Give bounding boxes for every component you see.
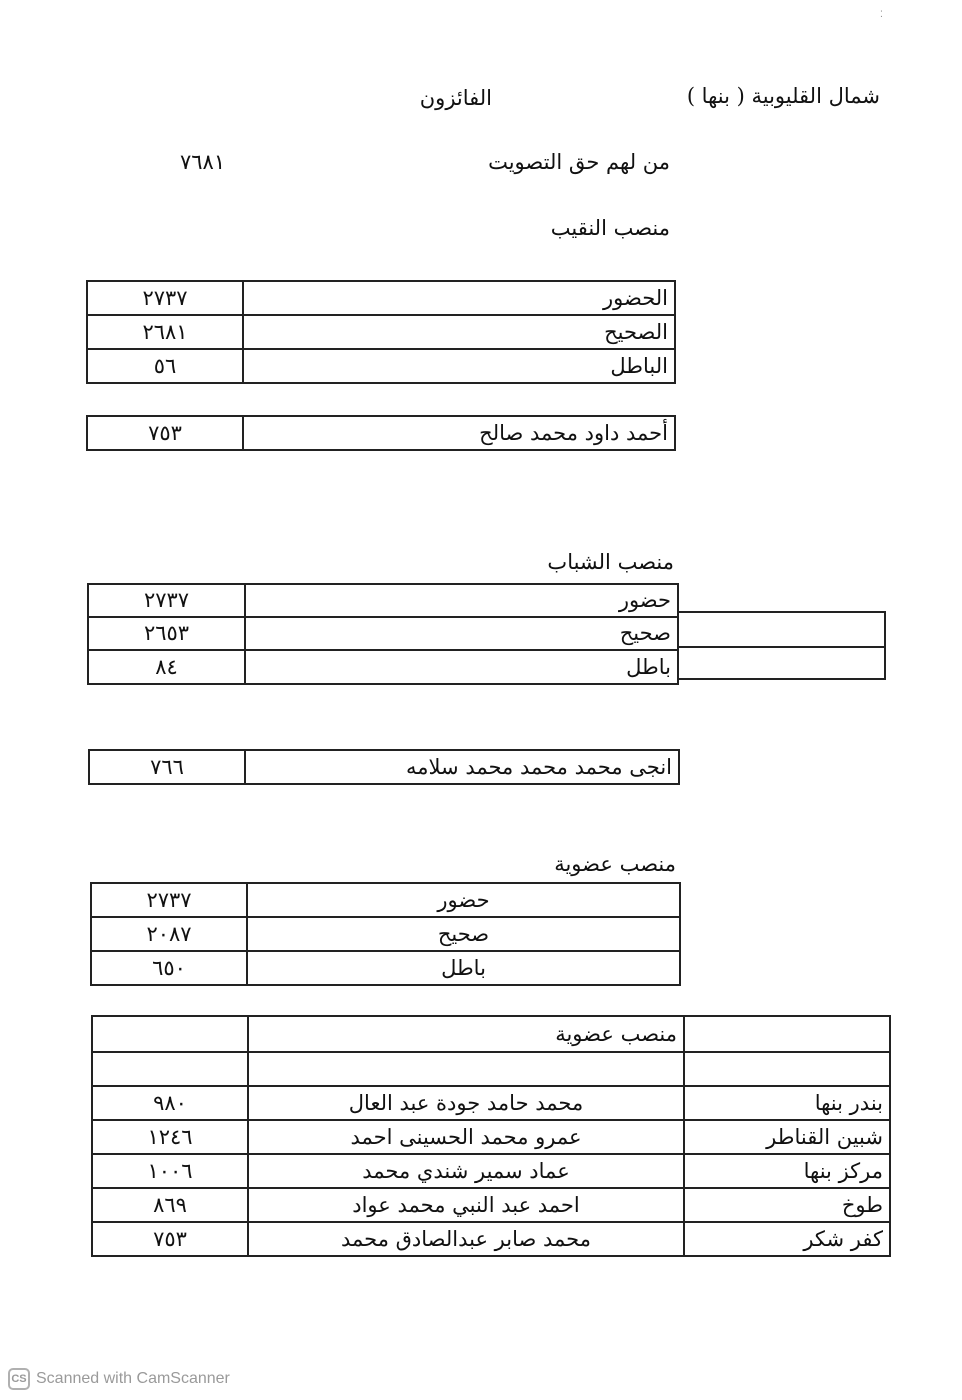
members-table-header: منصب عضوية bbox=[248, 1016, 684, 1052]
table-row bbox=[87, 349, 675, 383]
membership-valid-label: صحيح bbox=[247, 917, 680, 951]
table-row bbox=[87, 416, 675, 450]
eligible-voters-value: ٧٦٨١ bbox=[180, 150, 226, 174]
membership-section-title: منصب عضوية bbox=[554, 852, 676, 876]
membership-invalid-label: باطل bbox=[247, 951, 680, 985]
membership-invalid-value: ٦٥٠ bbox=[91, 951, 247, 985]
camscanner-logo-icon: CS bbox=[8, 1368, 30, 1390]
membership-totals-table bbox=[90, 882, 681, 986]
eligible-voters-label: من لهم حق التصويت bbox=[488, 150, 670, 174]
member-district: بندر بنها bbox=[684, 1086, 890, 1120]
member-votes: ٨٦٩ bbox=[92, 1188, 248, 1222]
youth-winner-table bbox=[88, 749, 680, 785]
corner-scribble: ⁚ bbox=[880, 10, 883, 20]
winners-title: الفائزون bbox=[419, 86, 492, 110]
naqib-section-title: منصب النقيب bbox=[550, 216, 670, 240]
youth-invalid-label: باطل bbox=[245, 650, 678, 684]
table-row bbox=[92, 1222, 890, 1256]
naqib-valid-value: ٢٦٨١ bbox=[87, 315, 243, 349]
youth-valid-value: ٢٦٥٣ bbox=[88, 617, 245, 650]
camscanner-watermark bbox=[8, 1368, 230, 1390]
table-row bbox=[91, 883, 680, 917]
table-row bbox=[92, 1016, 890, 1052]
table-row bbox=[89, 750, 679, 784]
naqib-winner-name: أحمد داود محمد صالح bbox=[243, 416, 675, 450]
member-votes: ١٠٠٦ bbox=[92, 1154, 248, 1188]
naqib-valid-label: الصحيح bbox=[243, 315, 675, 349]
member-district: كفر شكر bbox=[684, 1222, 890, 1256]
naqib-invalid-label: الباطل bbox=[243, 349, 675, 383]
membership-valid-value: ٢٠٨٧ bbox=[91, 917, 247, 951]
camscanner-text: Scanned with CamScanner bbox=[36, 1370, 230, 1387]
naqib-attendance-label: الحضور bbox=[243, 281, 675, 315]
naqib-invalid-value: ٥٦ bbox=[87, 349, 243, 383]
membership-attendance-value: ٢٧٣٧ bbox=[91, 883, 247, 917]
membership-attendance-label: حضور bbox=[247, 883, 680, 917]
naqib-totals-table bbox=[86, 280, 676, 384]
table-row bbox=[92, 1154, 890, 1188]
table-row bbox=[88, 650, 678, 684]
youth-invalid-value: ٨٤ bbox=[88, 650, 245, 684]
table-row bbox=[92, 1052, 890, 1086]
member-district: مركز بنها bbox=[684, 1154, 890, 1188]
member-name: عمرو محمد الحسينى احمد bbox=[248, 1120, 684, 1154]
table-row bbox=[87, 281, 675, 315]
naqib-winner-votes: ٧٥٣ bbox=[87, 416, 243, 450]
youth-totals-table bbox=[87, 583, 679, 685]
members-district-table bbox=[91, 1015, 891, 1257]
member-votes: ٧٥٣ bbox=[92, 1222, 248, 1256]
member-district: شبين القناطر bbox=[684, 1120, 890, 1154]
member-name: محمد صابر عبدالصادق محمد bbox=[248, 1222, 684, 1256]
table-row bbox=[88, 584, 678, 617]
youth-section-title: منصب الشباب bbox=[547, 550, 674, 574]
table-row bbox=[92, 1086, 890, 1120]
member-votes: ٩٨٠ bbox=[92, 1086, 248, 1120]
youth-winner-votes: ٧٦٦ bbox=[89, 750, 245, 784]
youth-attendance-value: ٢٧٣٧ bbox=[88, 584, 245, 617]
youth-winner-name: انجى محمد محمد محمد سلامه bbox=[245, 750, 679, 784]
member-district: طوخ bbox=[684, 1188, 890, 1222]
youth-attendance-label: حضور bbox=[245, 584, 678, 617]
member-name: محمد حامد جودة عبد العال bbox=[248, 1086, 684, 1120]
youth-valid-label: صحيح bbox=[245, 617, 678, 650]
member-name: عماد سمير شندي محمد bbox=[248, 1154, 684, 1188]
table-row bbox=[91, 917, 680, 951]
member-votes: ١٢٤٦ bbox=[92, 1120, 248, 1154]
naqib-attendance-value: ٢٧٣٧ bbox=[87, 281, 243, 315]
naqib-winner-table bbox=[86, 415, 676, 451]
table-row bbox=[88, 617, 678, 650]
youth-table-extension bbox=[677, 611, 886, 680]
table-row bbox=[92, 1120, 890, 1154]
member-name: احمد عبد النبي محمد عواد bbox=[248, 1188, 684, 1222]
table-row bbox=[87, 315, 675, 349]
region-title: شمال القليوبية ( بنها ) bbox=[686, 84, 880, 108]
table-row bbox=[92, 1188, 890, 1222]
table-row bbox=[91, 951, 680, 985]
